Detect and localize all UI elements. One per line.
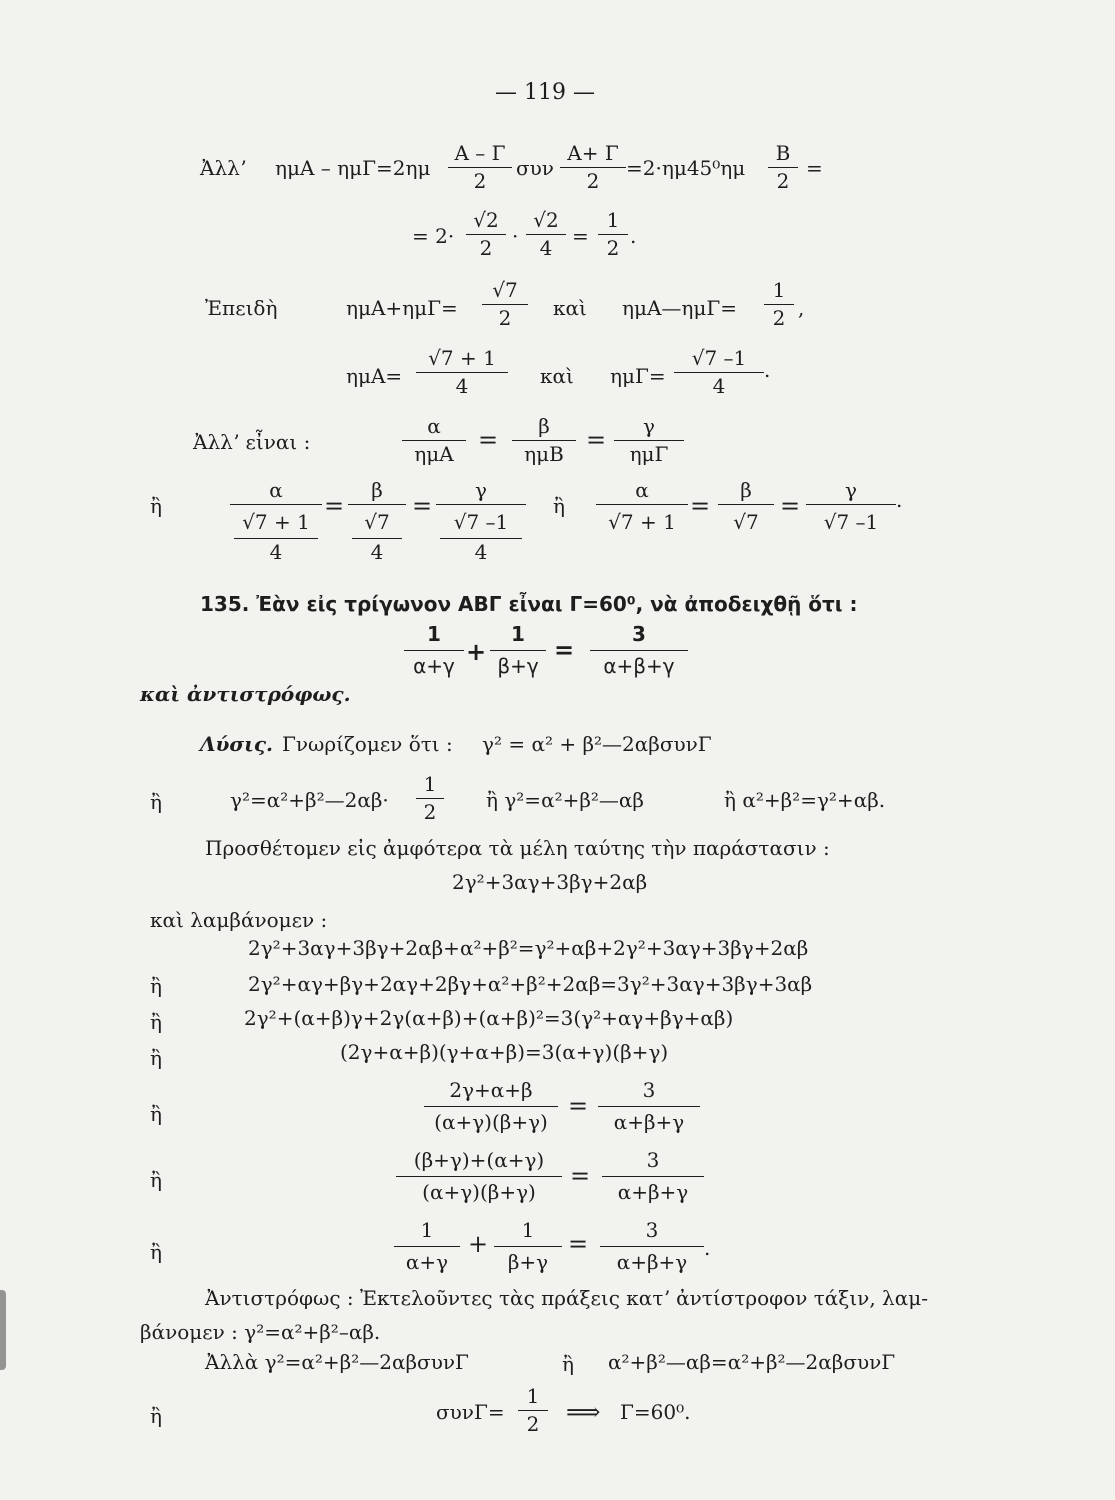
fraction-bar: [560, 167, 626, 168]
period: .: [704, 1236, 711, 1260]
numerator: 1: [423, 772, 437, 796]
dot: ·: [512, 224, 519, 248]
fraction-c-over-sinG: [614, 416, 684, 464]
numerator: √7 –1: [691, 346, 747, 370]
equals-sign: =: [412, 492, 433, 520]
numerator: √2: [473, 208, 499, 232]
numerator: A+ Γ: [567, 141, 619, 165]
numerator: γ: [643, 414, 655, 438]
fraction-a-over-sinA: [402, 416, 466, 464]
fraction-bar: [598, 1106, 700, 1107]
denominator: √7 –1: [453, 510, 509, 534]
denominator: ημA: [414, 442, 454, 466]
fraction-bar: [424, 1106, 558, 1107]
and-conversely: καὶ ἀντιστρόφως.: [140, 682, 351, 706]
rearranged-step: ἢ α²+β²=γ²+αβ.: [724, 788, 886, 812]
numerator: β: [371, 478, 383, 502]
compound-fraction-c: [436, 480, 526, 566]
or-marker: ἢ: [150, 974, 162, 998]
equals-sign: =: [806, 156, 823, 180]
scan-edge-shadow: [0, 1290, 6, 1370]
fraction-bar: [596, 504, 688, 505]
numerator: 3: [632, 622, 646, 646]
denominator: α+γ: [413, 654, 455, 678]
and-word: καὶ: [553, 296, 587, 320]
or-marker: ἢ: [562, 1352, 574, 1376]
numerator: √7 + 1: [428, 346, 496, 370]
denominator: (α+γ)(β+γ): [422, 1180, 536, 1204]
fraction-bar: [526, 234, 566, 235]
denominator: 2: [606, 236, 620, 260]
numerator: B: [775, 141, 791, 165]
numerator: 1: [772, 278, 786, 302]
denominator: α+β+γ: [617, 1180, 689, 1204]
denominator: 2: [526, 1412, 540, 1436]
plus-sign: +: [468, 1230, 489, 1258]
and-word: καὶ: [540, 364, 574, 388]
page-number: — 119 —: [495, 80, 595, 105]
numerator: A – Γ: [454, 141, 506, 165]
sum-sines: ημA+ημΓ=: [346, 296, 458, 320]
numerator: γ: [845, 478, 857, 502]
fraction-bar: [394, 1246, 460, 1247]
fraction-bar: [718, 504, 774, 505]
inner-fraction-bar: [234, 538, 318, 539]
or-marker: ἢ: [150, 1404, 162, 1428]
denominator: α+β+γ: [603, 654, 675, 678]
fraction-sqrt7-minus-1-over-4: [674, 348, 764, 396]
we-obtain: καὶ λαμβάνομεν :: [150, 908, 328, 932]
numerator: 1: [427, 622, 441, 646]
fraction-bar: [396, 1176, 562, 1177]
or-marker: ἢ: [150, 1168, 162, 1192]
fraction-sqrt2-over-2: [466, 210, 506, 258]
substitution-step: γ²=α²+β²—2αβ·: [230, 788, 389, 812]
fraction-bar: [806, 504, 896, 505]
fraction-1-over-2: [764, 280, 794, 328]
sinG-equals: ημΓ=: [610, 364, 666, 388]
fraction-bar: [764, 304, 794, 305]
fraction-b-over-sinB: [512, 416, 576, 464]
cos-equals: συνΓ=: [436, 1400, 505, 1424]
fraction-c-over-sqrt7-minus-1: [806, 478, 896, 534]
inner-denominator: 4: [269, 540, 283, 564]
denominator: 4: [712, 374, 726, 398]
add-expression-text: Προσθέτομεν εἰς ἀμφότερα τὰ μέλη ταύτης τὴν παράστασιν :: [205, 836, 830, 860]
law-of-cosines: γ² = α² + β²—2αβσυνΓ: [482, 732, 712, 756]
or-marker: ἢ: [150, 1240, 162, 1264]
fraction-bar: [490, 650, 546, 651]
fraction-1-over-2: [518, 1386, 548, 1434]
equals-sign: =: [324, 492, 345, 520]
fraction-bar: [416, 372, 508, 373]
equals-sign: =: [780, 492, 801, 520]
numerator: α: [427, 414, 441, 438]
equation-4: (2γ+α+β)(γ+α+β)=3(α+γ)(β+γ): [340, 1040, 669, 1064]
or-marker: ἢ: [150, 1102, 162, 1126]
numerator: 1: [420, 1218, 434, 1242]
fraction-a-over-sqrt7-plus-1: [596, 478, 688, 534]
numerator: α: [635, 478, 649, 502]
denominator: 2: [772, 306, 786, 330]
solution-label: Λύσις.: [200, 732, 273, 756]
denominator: √7 + 1: [242, 510, 310, 534]
fraction-bar: [466, 234, 506, 235]
fraction-bar: [448, 167, 512, 168]
fraction-A-plus-G-over-2: [560, 143, 626, 191]
numerator: γ: [475, 478, 487, 502]
numerator: 1: [511, 622, 525, 646]
denominator: 2: [479, 236, 493, 260]
denominator: α+β+γ: [616, 1250, 688, 1274]
fraction-bar: [512, 440, 576, 441]
inner-denominator: 4: [474, 540, 488, 564]
sinA-equals: ημA=: [346, 364, 403, 388]
implies-arrow: ⟹: [566, 1398, 601, 1426]
fraction-bar: [518, 1410, 548, 1411]
fraction-eq7-a: [394, 1218, 460, 1274]
denominator: α+γ: [405, 1250, 449, 1274]
expr-2sin45: =2·ημ45⁰ημ: [626, 156, 746, 180]
or-marker: ἢ: [150, 494, 162, 518]
denominator: ημΓ: [629, 442, 669, 466]
period: .: [630, 224, 637, 248]
compound-fraction-a: [230, 480, 322, 566]
numerator: α: [269, 478, 283, 502]
denominator: 2: [776, 169, 790, 193]
numerator: 1: [526, 1384, 540, 1408]
line2-start: = 2·: [412, 224, 455, 248]
period: .: [764, 358, 771, 382]
compound-fraction-b: [348, 480, 406, 566]
numerator: 1: [606, 208, 620, 232]
fraction-B-over-2: [768, 143, 798, 191]
fraction-A-minus-G-over-2: [448, 143, 512, 191]
all-label: Ἀλλʼ: [200, 156, 247, 180]
fraction-eq6-left: [396, 1148, 562, 1204]
but-it-is: Ἀλλʼ εἶναι :: [193, 430, 311, 454]
or-marker: ἢ: [150, 1010, 162, 1034]
fraction-bar: [348, 504, 406, 505]
fraction-bar: [600, 1246, 704, 1247]
denominator: √7 + 1: [608, 510, 676, 534]
equals-sign: =: [586, 426, 607, 454]
final-result: Γ=60⁰.: [620, 1400, 691, 1424]
denominator: (α+γ)(β+γ): [434, 1110, 548, 1134]
denominator: 2: [473, 169, 487, 193]
or-marker: ἢ: [150, 790, 162, 814]
denominator: 2: [586, 169, 600, 193]
equals-sign: =: [570, 1162, 591, 1190]
numerator: (β+γ)+(α+γ): [413, 1148, 545, 1172]
numerator: √7: [492, 278, 518, 302]
equals-sign: =: [478, 426, 499, 454]
period: .: [896, 488, 903, 512]
equation-3: 2γ²+(α+β)γ+2γ(α+β)+(α+β)²=3(γ²+αγ+βγ+αβ): [244, 1006, 734, 1030]
fraction-bar: [230, 504, 322, 505]
fraction-bar: [436, 504, 526, 505]
equals-sign: =: [572, 224, 589, 248]
plus-sign: +: [466, 638, 487, 666]
fraction-bar: [494, 1246, 562, 1247]
comma: ,: [798, 296, 805, 320]
denominator: ημB: [524, 442, 564, 466]
fraction-eq7-b: [494, 1218, 562, 1274]
converse-line-2: βάνομεν : γ²=α²+β²–αβ.: [140, 1320, 381, 1344]
expr-sinA-minus-sinG: ημA – ημΓ=2ημ: [275, 156, 431, 180]
equals-sign: =: [568, 1092, 589, 1120]
fraction-bar: [482, 304, 528, 305]
fraction-sqrt7-over-2: [482, 280, 528, 328]
inner-fraction-bar: [440, 538, 522, 539]
fraction-sqrt2-over-4: [526, 210, 566, 258]
equals-sign: =: [568, 1230, 589, 1258]
equation-1: 2γ²+3αγ+3βγ+2αβ+α²+β²=γ²+αβ+2γ²+3αγ+3βγ+2αβ: [248, 936, 809, 960]
fraction-bar: [598, 234, 628, 235]
fraction-bar: [404, 650, 464, 651]
fraction-eq7-c: [600, 1218, 704, 1274]
converse-line-1: Ἀντιστρόφως : Ἐκτελοῦντες τὰς πράξεις κατʼ ἀντίστροφον τάξιν, λαμ-: [205, 1286, 928, 1310]
fraction-bar: [674, 372, 764, 373]
problem-heading: 135. Ἐὰν εἰς τρίγωνον ΑΒΓ εἶναι Γ=60⁰, νὰ ἀποδειχθῇ ὅτι :: [200, 592, 858, 616]
difference-sines: ημA—ημΓ=: [622, 296, 738, 320]
simplified-step: ἢ γ²=α²+β²—αβ: [486, 788, 644, 812]
numerator: 1: [521, 1218, 535, 1242]
solution-intro: Γνωρίζομεν ὅτι :: [282, 732, 453, 756]
equation-2: 2γ²+αγ+βγ+2αγ+2βγ+α²+β²+2αβ=3γ²+3αγ+3βγ+3αβ: [248, 972, 813, 996]
fraction-bar: [768, 167, 798, 168]
denominator: 4: [455, 374, 469, 398]
denominator: √7: [364, 510, 390, 534]
fraction-eq5-left: [424, 1078, 558, 1134]
denominator: β+γ: [497, 654, 539, 678]
numerator: 3: [646, 1148, 660, 1172]
numerator: β: [740, 478, 752, 502]
fraction-1-over-2: [598, 210, 628, 258]
numerator: √2: [533, 208, 559, 232]
numerator: 3: [642, 1078, 656, 1102]
equals-sign: =: [554, 636, 575, 664]
denominator: √7 –1: [823, 510, 879, 534]
denominator: 2: [423, 800, 437, 824]
equated-expression: α²+β²—αβ=α²+β²—2αβσυνΓ: [608, 1350, 896, 1374]
denominator: √7: [733, 510, 759, 534]
denominator: 4: [539, 236, 553, 260]
equals-sign: =: [690, 492, 711, 520]
fraction-bar: [614, 440, 684, 441]
denominator: 2: [498, 306, 512, 330]
numerator: β: [538, 414, 550, 438]
fraction-bar: [590, 650, 688, 651]
fraction-3-over-a-plus-b-plus-c: [590, 622, 688, 678]
numerator: 3: [645, 1218, 659, 1242]
denominator: β+γ: [507, 1250, 549, 1274]
fraction-1-over-a-plus-c: [404, 622, 464, 678]
fraction-eq6-right: [602, 1148, 704, 1204]
fraction-b-over-sqrt7: [718, 478, 774, 534]
inner-fraction-bar: [352, 538, 402, 539]
fraction-sqrt7-plus-1-over-4: [416, 348, 508, 396]
fraction-bar: [602, 1176, 704, 1177]
or-marker: ἢ: [150, 1046, 162, 1070]
but-equation: Ἀλλὰ γ²=α²+β²—2αβσυνΓ: [205, 1350, 469, 1374]
fraction-1-over-2: [416, 774, 444, 822]
fraction-eq5-right: [598, 1078, 700, 1134]
inner-denominator: 4: [370, 540, 384, 564]
fraction-bar: [416, 798, 444, 799]
or-marker: ἢ: [553, 494, 565, 518]
fraction-bar: [402, 440, 466, 441]
cos-label: συν: [516, 156, 554, 180]
added-expression: 2γ²+3αγ+3βγ+2αβ: [452, 870, 648, 894]
denominator: α+β+γ: [613, 1110, 685, 1134]
since-label: Ἐπειδὴ: [205, 296, 278, 320]
fraction-1-over-b-plus-c: [490, 622, 546, 678]
numerator: 2γ+α+β: [449, 1078, 533, 1102]
